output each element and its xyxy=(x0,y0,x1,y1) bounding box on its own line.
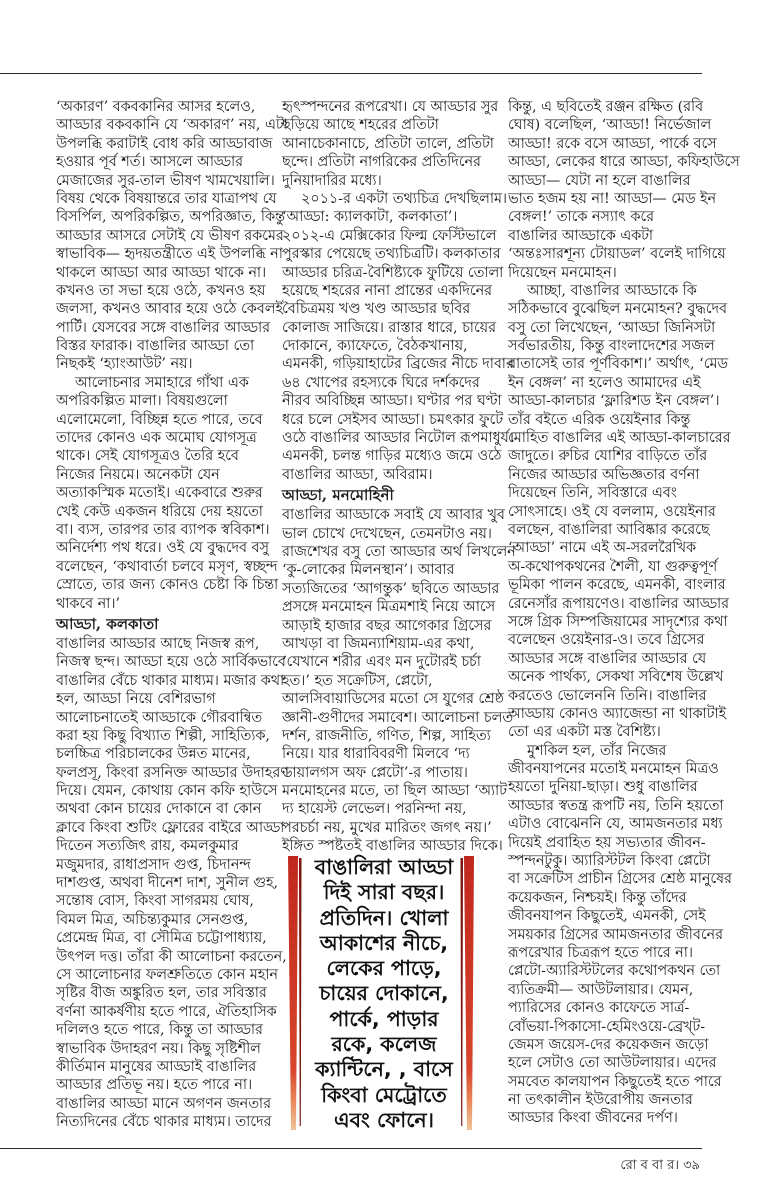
pull-quote-line: চায়ের দোকানে, xyxy=(319,981,449,1006)
paragraph xyxy=(56,635,289,1132)
text-line: সর্বভারতীয়, কিন্তু বাংলাদেশের সজল xyxy=(508,338,715,355)
paragraph xyxy=(282,98,499,190)
paragraph xyxy=(282,190,514,484)
text-line: প্লেটো-অ্যারিস্টটলের কথোপকথন তো xyxy=(508,963,721,980)
text-line: নিজের নিয়মে। অনেকটা যেন xyxy=(56,466,220,483)
text-line: উৎপল দত্ত। তাঁরা কী আলোচনা করতেন, xyxy=(56,948,287,965)
text-line: আড্ডায় কোনও অ্যাজেন্ডা না থাকাটাই xyxy=(508,705,727,722)
text-line: ‘অকারণ’ বকবকানির আসর হলেও, xyxy=(56,99,256,115)
text-line: ইন বেঙ্গল’ না হলেও আমাদের এই xyxy=(508,374,701,391)
text-line: কয়েকজন, নিশ্চয়ই। কিন্তু তাঁদের xyxy=(508,889,687,906)
text-line: কিন্তু, এ ছবিতেই রঞ্জন রক্ষিত (রবি xyxy=(508,99,704,115)
pull-quote-line: বাঙালিরা আড্ডা xyxy=(314,855,454,879)
text-line: ‘অন্তঃসারশূন্য টোয়াডল’ বলেই দাগিয়ে xyxy=(508,246,726,263)
text-line: বসু তো লিখেছেন, ‘আড্ডা জিনিসটা xyxy=(508,319,716,336)
text-line: পুরস্কার পেয়েছে তথ্যচিত্রটি। কলকাতার xyxy=(282,246,501,263)
text-line: আখড়া বা জিমন্যাশিয়াম-এর কথা, xyxy=(282,635,475,652)
text-line: আড্ডার সঙ্গে বাঙালির আড্ডার যে xyxy=(508,650,707,667)
text-line: বিস্তর ফারাক। বাঙালির আড্ডা তো xyxy=(56,338,255,355)
text-line: মেজাজের সুর-তাল ভীষণ খামখেয়ালি। xyxy=(56,172,275,189)
text-line: ২০১১-র একটা তথ্যচিত্র দেখছিলাম। xyxy=(301,190,508,207)
text-line: আড্ডা! রকে বসে আড্ডা, পার্কে বসে xyxy=(508,135,717,152)
text-line: দর্শন, রাজনীতি, গণিত, শিল্প, সাহিত্য xyxy=(282,727,491,744)
text-line: ইঙ্গিত স্পষ্টতই বাঙালির আড্ডার দিকে। xyxy=(282,838,503,855)
pull-quote-line: আকাশের নীচে, xyxy=(319,930,449,955)
text-line: থাকবে না।’ xyxy=(56,595,120,612)
text-line: বলছেন, বাঙালিরা আবিষ্কার করেছে xyxy=(508,521,710,538)
pull-quote-line: রকে, কলেজ xyxy=(331,1032,437,1057)
text-line: করতেও ভোলেননি তিনি। বাঙালির xyxy=(508,687,707,704)
text-line: সৃষ্টির বীজ অঙ্কুরিত হল, তার সবিস্তার xyxy=(56,985,267,1002)
text-line: আলোচনাতেই আড্ডাকে গৌরবান্বিত xyxy=(56,709,263,726)
text-line: নিছকই ‘হ্যাংআউট’ নয়। xyxy=(56,356,193,373)
pull-quote-line: ক্যান্টিনে, , বাসে xyxy=(315,1057,453,1082)
text-line: আড্ডা-কালচার ‘ফ্লারিশড ইন বেঙ্গল’। xyxy=(508,393,720,410)
text-line: জ্ঞানী-গুণীদের সমাবেশ। আলোচনা চলত xyxy=(282,709,513,726)
text-line: বিসর্পিল, অপরিকল্পিত, অপরিজ্ঞাত, কিন্তু xyxy=(56,209,285,226)
chopstick-left-edge xyxy=(299,858,302,1126)
text-line: বা। ব্যস, তারপর তার ব্যাপক স্ববিকাশ। xyxy=(56,521,270,538)
text-line: বৈচিত্রময় খণ্ড খণ্ড আড্ডার ছবির xyxy=(282,301,471,318)
text-line: হত।’ হত সক্রেটিস, প্লেটো, xyxy=(282,672,433,689)
text-line: ভাল চোখে দেখেছেন, তেমনটাও নয়। xyxy=(282,525,492,542)
text-line: বাঙালির আড্ডার আছে নিজস্ব রূপ, xyxy=(56,635,260,652)
text-line: প্যারিসের কোনও কাফেতে সার্ত্র- xyxy=(508,1000,690,1017)
page-footer-label: রো ব বা র। ৩৯ xyxy=(620,1158,700,1173)
paragraph xyxy=(508,98,740,282)
section-heading: আড্ডা, মনমোহিনী xyxy=(282,486,394,505)
text-line: ‘আড্ডা: ক্যালকাটা, কলকাতা’। xyxy=(282,209,458,226)
text-line: আড্ডা, লেকের ধারে আড্ডা, কফিহাউসে xyxy=(508,154,740,171)
pull-quote-line: এবং ফোনে। xyxy=(333,1107,434,1132)
text-line: চলচ্চিত্র পরিচালকের উন্নত মানের, xyxy=(56,746,251,763)
text-line: ক্লাবে কিংবা শুটিং ফ্লোরের বাইরে আড্ডা xyxy=(56,819,285,836)
text-line: হৃৎস্পন্দনের রূপরেখা। যে আড্ডার সুর xyxy=(282,99,499,115)
paragraph xyxy=(508,282,731,742)
text-line: বিমল মিত্র, অচিন্ত্যকুমার সেনগুপ্ত, xyxy=(56,911,249,928)
text-line: রূপরেখার চিত্ররূপ হতে পারে না। xyxy=(508,944,693,961)
text-line: আড্ডার আসরে সেটাই যে ভীষণ রকমের xyxy=(56,227,284,244)
text-line: আড্ডার প্রতিভূ নয়। হতে পারে না। xyxy=(56,1077,253,1094)
text-line: থাকে। সেই যোগসূত্রও তৈরি হবে xyxy=(56,448,239,465)
text-line: নিয়ে। যার ধারাবিবরণী মিলবে ‘দ্য xyxy=(282,746,470,763)
text-line: ভূমিকা পালন করেছে, এমনকী, বাংলার xyxy=(508,577,726,594)
text-line: আচ্ছা, বাঙালির আড্ডাকে কি xyxy=(527,282,697,299)
text-line: বোঁভয়া-পিকাসো-হেমিংওয়ে-ব্রেখ্ট- xyxy=(508,1018,706,1035)
text-line: স্রোতে, তার জন্য কোনও চেষ্টা কি চিন্তা xyxy=(56,577,279,594)
text-line: সঠিকভাবে বুঝেছিল মনমোহন? বুদ্ধদেব xyxy=(508,301,727,318)
text-line: সন্তোষ বোস, কিংবা সাগরময় ঘোষ, xyxy=(56,893,254,910)
text-line: দিয়ে। যেমন, কোথায় কোন কফি হাউসে xyxy=(56,783,278,800)
text-line: নিত্যদিনের বেঁচে থাকার মাধ্যম। তাদের xyxy=(56,1114,272,1131)
left-column xyxy=(56,98,289,1134)
text-line: জাদুতে। রুচির যোশির বাড়িতে তাঁর xyxy=(508,448,708,465)
text-line: ধরে চলে সেইসব আড্ডা। চমৎকার ফুটে xyxy=(282,411,504,428)
text-line: ‘যেখানে শরীর এবং মন দুটোরই চর্চা xyxy=(282,654,481,671)
text-line: উপলব্ধি করাটাই বোধ করি আড্ডাবাজ xyxy=(56,135,273,152)
text-line: নিজস্ব ছন্দ। আড্ডা হয়ে ওঠে সার্বিকভাবে xyxy=(56,654,286,671)
text-line: রাজশেখর বসু তো আড্ডার অর্থ লিখলেন xyxy=(282,543,516,560)
text-line: বা সক্রেটিস প্রাচীন গ্রিসের শ্রেষ্ঠ মানুষের xyxy=(508,871,732,888)
text-line: আড্ডার বকবকানি যে ‘অকারণ’ নয়, এটা xyxy=(56,117,288,134)
text-line: রেনেসাঁর রূপায়ণেও। বাঙালির আড্ডার xyxy=(508,595,730,612)
text-line: জীবনযাপন কিছুতেই, এমনকী, সেই xyxy=(508,908,706,925)
text-line: দিয়েছেন মনমোহন। xyxy=(508,264,617,281)
text-line: এটাও বোঝেননি যে, আমজনতার মধ্য xyxy=(508,816,723,833)
text-line: অথবা কোন চায়ের দোকানে বা কোন xyxy=(56,801,262,818)
text-line: কোলাজ সাজিয়ে। রাস্তার ধারে, চায়ের xyxy=(282,319,496,336)
text-line: পরচর্চা নয়, মুখের মারিতং জগৎ নয়।’ xyxy=(282,819,492,836)
paragraph xyxy=(56,374,279,613)
text-line: ছড়িয়ে আছে শহরের প্রতিটা xyxy=(282,117,439,134)
middle-column xyxy=(282,98,516,856)
text-line: ২০১২-এ মেক্সিকোর ফিল্ম ফেস্টিভালে xyxy=(282,227,497,244)
text-line: আড্ডার চরিত্র-বৈশিষ্ট্যকে ফুটিয়ে তোলা xyxy=(282,264,504,281)
text-line: বাঙালির আড্ডাকে একটা xyxy=(508,227,654,244)
pull-quote-text xyxy=(304,855,464,1133)
text-line: হয়েছে শহরের নানা প্রান্তের একদিনের xyxy=(282,282,492,299)
text-line: আড্ডা— যেটা না হলে বাঙালির xyxy=(508,172,691,189)
pull-quote-line: দিই সারা বছর। xyxy=(323,880,445,905)
text-line: জেমস জয়েস-দের কয়েকজন জড়ো xyxy=(508,1036,709,1053)
text-line: দাশগুপ্ত, অথবা দীনেশ দাশ, সুনীল গুহ, xyxy=(56,875,279,892)
text-line: হল, আড্ডা নিয়ে বেশিরভাগ xyxy=(56,691,216,708)
text-line: স্পন্দনটুকু। অ্যারিস্টটল কিংবা প্লেটো xyxy=(508,853,711,870)
text-line: অত্যাকস্মিক মতোই। একেবারে শুরুর xyxy=(56,485,263,502)
text-line: অপরিকল্পিত মালা। বিষয়গুলো xyxy=(56,393,228,410)
text-line: স্বাভাবিক উদাহরণ নয়। কিছু সৃষ্টিশীল xyxy=(56,1040,261,1057)
text-line: বলেছেন, ‘কথাবার্তা চলবে মসৃণ, স্বচ্ছন্দ xyxy=(56,558,278,575)
text-line: প্রসঙ্গে মনমোহন মিত্রমশাই নিয়ে আসে xyxy=(282,599,496,616)
text-line: আলসিবায়াডিসের মতো সে যুগের শ্রেষ্ঠ xyxy=(282,691,504,708)
pull-quote-line: লেকের পাড়ে, xyxy=(326,956,442,981)
pull-quote xyxy=(284,854,484,1134)
top-rule xyxy=(0,73,702,74)
text-line: এলোমেলো, বিচ্ছিন্ন হতে পারে, তবে xyxy=(56,411,263,428)
text-line: বেঙ্গল!’ তাকে নস্যাৎ করে xyxy=(508,209,654,226)
chopstick-left xyxy=(288,856,298,1130)
text-line: দিয়েছেন তিনি, সবিস্তারে এবং xyxy=(508,485,677,502)
text-line: কখনও তা সভা হয়ে ওঠে, কখনও হয় xyxy=(56,282,266,299)
paragraph xyxy=(282,506,516,855)
bottom-rule xyxy=(0,1148,702,1149)
text-line: মনমোহনের মতে, তা ছিল আড্ডা ‘অ্যাট xyxy=(282,783,507,800)
pull-quote-line: কিংবা মেট্রোতে xyxy=(321,1082,447,1107)
text-line: মোহিত বাঙালির এই আড্ডা-কালচারের xyxy=(508,430,731,447)
text-line: নিজের আড্ডার অভিজ্ঞতার বর্ণনা xyxy=(508,466,700,483)
text-line: আলোচনার সমাহারে গাঁথা এক xyxy=(75,374,249,391)
text-line: আড্ডার স্বতন্ত্র রূপটি নয়, তিনি হয়তো xyxy=(508,797,724,814)
text-line: কীর্তিমান মানুষের আড্ডাই বাঙালির xyxy=(56,1058,257,1075)
text-line: তো এর একটা মস্ত বৈশিষ্ট্য। xyxy=(508,724,661,741)
section-heading: আড্ডা, কলকাতা xyxy=(56,614,159,633)
text-line: দ্য হায়েস্ট লেভেল। পরনিন্দা নয়, xyxy=(282,801,467,818)
text-line: মুশকিল হল, তাঁর নিজের xyxy=(527,742,667,759)
text-line: তাঁর বইতে এরিক ওয়েইনার কিন্তু xyxy=(508,411,691,428)
text-line: হওয়ার পূর্ব শর্ত। আসলে আড্ডার xyxy=(56,154,244,171)
text-line: স্বাভাবিক— হৃদয়তন্ত্রীতে এই উপলব্ধি না xyxy=(56,246,283,263)
text-line: ডায়ালগস অফ প্লেটো’-র পাতায়। xyxy=(282,764,468,781)
text-line: বর্ণনা আকর্ষণীয় হতে পারে, ঐতিহাসিক xyxy=(56,1003,277,1020)
text-line: ব্যতিক্রমী— আউটলায়ার। যেমন, xyxy=(508,981,694,998)
text-line: দলিলও হতে পারে, কিন্তু তা আড্ডার xyxy=(56,1022,263,1039)
pull-quote-line: প্রতিদিন। খোলা xyxy=(319,905,449,930)
text-line: খেই কেউ একজন ধরিয়ে দেয় হয়তো xyxy=(56,503,263,520)
text-line: এমনকী, গড়িয়াহাটের ব্রিজের নীচে দাবার xyxy=(282,356,514,373)
text-line: তাদের কোনও এক অমোঘ যোগসূত্র xyxy=(56,430,257,447)
text-line: বাঙালির বেঁচে থাকার মাধ্যম। মজার কথা xyxy=(56,672,285,689)
text-line: পার্টি। যেসবের সঙ্গে বাঙালির আড্ডার xyxy=(56,319,271,336)
text-line: নীরব অবিচ্ছিন্ন আড্ডা। ঘণ্টার পর ঘণ্টা xyxy=(282,393,502,410)
text-line: জলসা, কখনও আবার হয়ে ওঠে কেবলই xyxy=(56,301,283,318)
text-line: মজুমদার, রাধাপ্রসাদ গুপ্ত, চিদানন্দ xyxy=(56,856,251,873)
pull-quote-line: পার্কে, পাড়ার xyxy=(329,1006,439,1031)
paragraph xyxy=(508,742,732,1128)
text-line: বাঙালির আড্ডাকে সবাই যে আবার খুব xyxy=(282,507,505,524)
text-line: অনির্দেশ্য পথ ধরে। ওই যে বুদ্ধদেব বসু xyxy=(56,540,269,557)
text-line: দিয়েই প্রবাহিত হয় সভ্যতার জীবন- xyxy=(508,834,706,851)
text-line: ‘আড্ডা’ নামে এই অ-সরলরৈখিক xyxy=(508,540,696,557)
text-line: ৬৪ খোপের রহস্যকে ঘিরে দর্শকদের xyxy=(282,374,480,391)
text-line: না তৎকালীন ইউরোপীয় জনতার xyxy=(508,1092,693,1109)
text-line: সঙ্গে গ্রিক সিম্পজিয়ামের সাদৃশ্যের কথা xyxy=(508,613,728,630)
text-line: সত্যজিতের ‘আগন্তুক’ ছবিতে আড্ডার xyxy=(282,580,500,597)
text-line: ভাত হজম হয় না! আড্ডা— মেড ইন xyxy=(508,190,716,207)
text-line: দোকানে, ক্যাফেতে, বৈঠকখানায়, xyxy=(282,338,468,355)
text-line: আড্ডার কিংবা জীবনের দর্পণ। xyxy=(508,1110,678,1127)
text-line: বাতাসেই তার পূর্ণবিকাশ।’ অর্থাৎ, ‘মেড xyxy=(508,356,728,373)
text-line: ওঠে বাঙালির আড্ডার নিটোল রূপমাধুর্য। xyxy=(282,430,514,447)
text-line: সময়কার গ্রিসের আমজনতার জীবনের xyxy=(508,926,723,943)
text-line: আনাচেকানাচে, প্রতিটা তালে, প্রতিটা xyxy=(282,135,494,152)
text-line: বিষয় থেকে বিষয়ান্তরে তার যাত্রাপথ যে xyxy=(56,190,277,207)
text-line: ‘কু-লোকের মিলনস্থান’। আবার xyxy=(282,562,455,579)
text-line: সমবেত কালযাপন কিছুতেই হতে পারে xyxy=(508,1073,722,1090)
text-line: হলে সেটাও তো আউটলায়ার। এদের xyxy=(508,1055,717,1072)
text-line: ছন্দে। প্রতিটা নাগরিকের প্রতিদিনের xyxy=(282,154,481,171)
text-line: অ-কথোপকথনের শৈলী, যা গুরুত্বপূর্ণ xyxy=(508,558,718,575)
text-line: দিতেন সত্যজিৎ রায়, কমলকুমার xyxy=(56,838,239,855)
chopstick-right xyxy=(464,856,474,1130)
text-line: বাঙালির আড্ডা মানে অগণন জনতার xyxy=(56,1095,271,1112)
text-line: হয়তো দুনিয়া-ছাড়া। শুধু বাঙালির xyxy=(508,779,698,796)
right-column xyxy=(508,98,740,1130)
text-line: সোৎসাহে। ওই যে বললাম, ওয়েইনার xyxy=(508,503,716,520)
text-line: ঘোষ) বলেছিল, ‘আড্ডা! নির্ভেজাল xyxy=(508,117,712,134)
text-line: দুনিয়াদারির মধ্যে। xyxy=(282,172,382,189)
text-line: এমনকী, চলন্ত গাড়ির মধ্যেও জমে ওঠে xyxy=(282,448,502,465)
text-line: থাকলে আড্ডা আর আড্ডা থাকে না। xyxy=(56,264,267,281)
text-line: বলেছেন ওয়েইনার-ও। তবে গ্রিসের xyxy=(508,632,705,649)
paragraph xyxy=(56,98,288,374)
text-line: প্রেমেন্দ্র মিত্র, বা সৌমিত্র চট্টোপাধ্যায়, xyxy=(56,930,267,947)
text-line: অনেক পার্থক্য, সেকথা সবিশেষ উল্লেখ xyxy=(508,669,724,686)
text-line: আড়াই হাজার বছর আগেকার গ্রিসের xyxy=(282,617,492,634)
text-line: করা হয় কিছু বিখ্যাত শিল্পী, সাহিত্যিক, xyxy=(56,727,270,744)
text-line: জীবনযাপনের মতোই মনমোহন মিত্রও xyxy=(508,761,719,778)
text-line: বাঙালির আড্ডা, অবিরাম। xyxy=(282,466,433,483)
text-line: ফলপ্রসূ, কিংবা রসনিক্ত আড্ডার উদাহরণ xyxy=(56,764,289,781)
text-line: সে আলোচনার ফলশ্রুতিতে কোন মহান xyxy=(56,966,278,983)
